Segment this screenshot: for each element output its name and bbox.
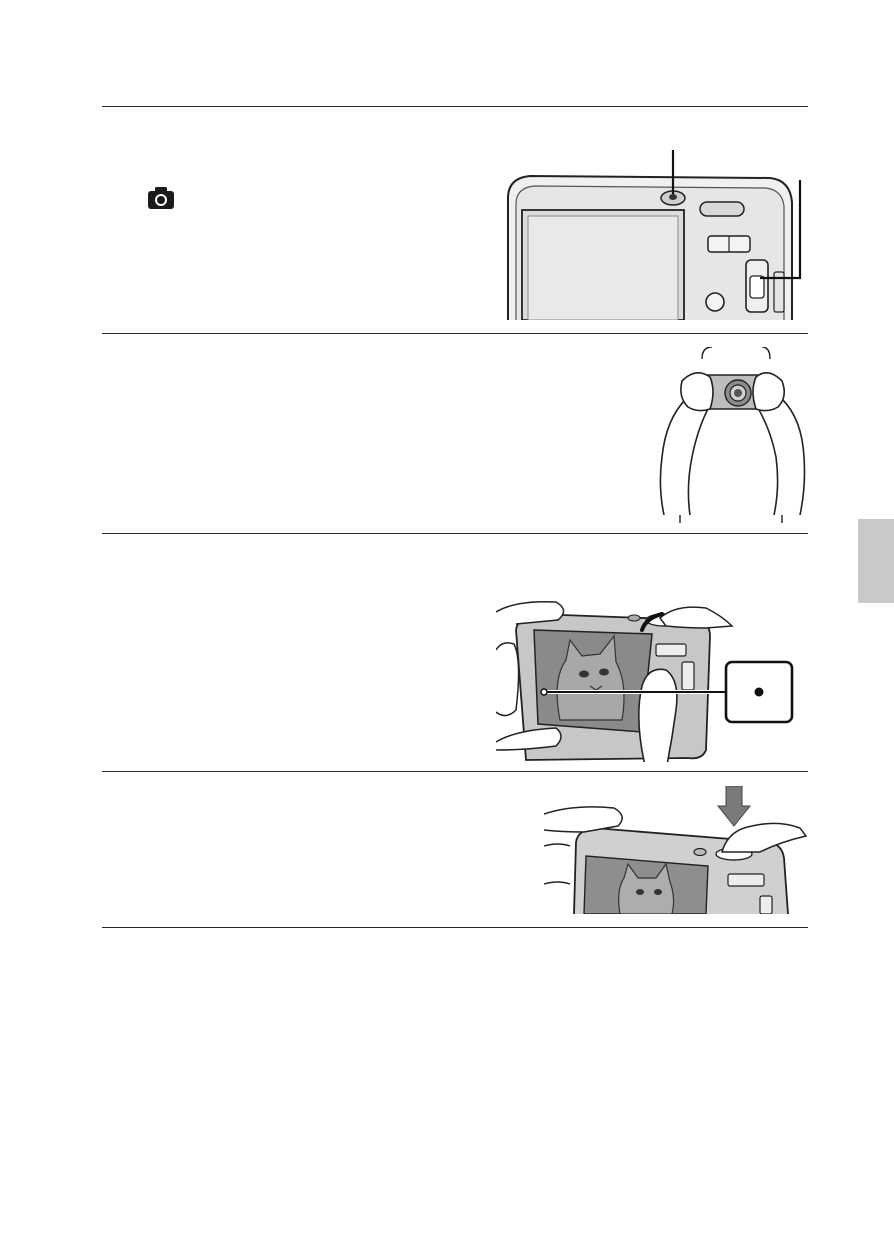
hands-holding-camera-illustration: [652, 347, 812, 523]
section-rule-bottom: [102, 927, 808, 928]
section-rule-2: [102, 533, 808, 534]
camera-top-illustration: [500, 150, 810, 320]
camera-mode-icon: [147, 186, 175, 210]
section-rule-top: [102, 106, 808, 107]
camera-lcd-focus-illustration: [496, 600, 800, 762]
shutter-press-illustration: [544, 786, 808, 914]
section-rule-1: [102, 333, 808, 334]
chapter-index-tab: [858, 519, 894, 603]
section-rule-3: [102, 771, 808, 772]
